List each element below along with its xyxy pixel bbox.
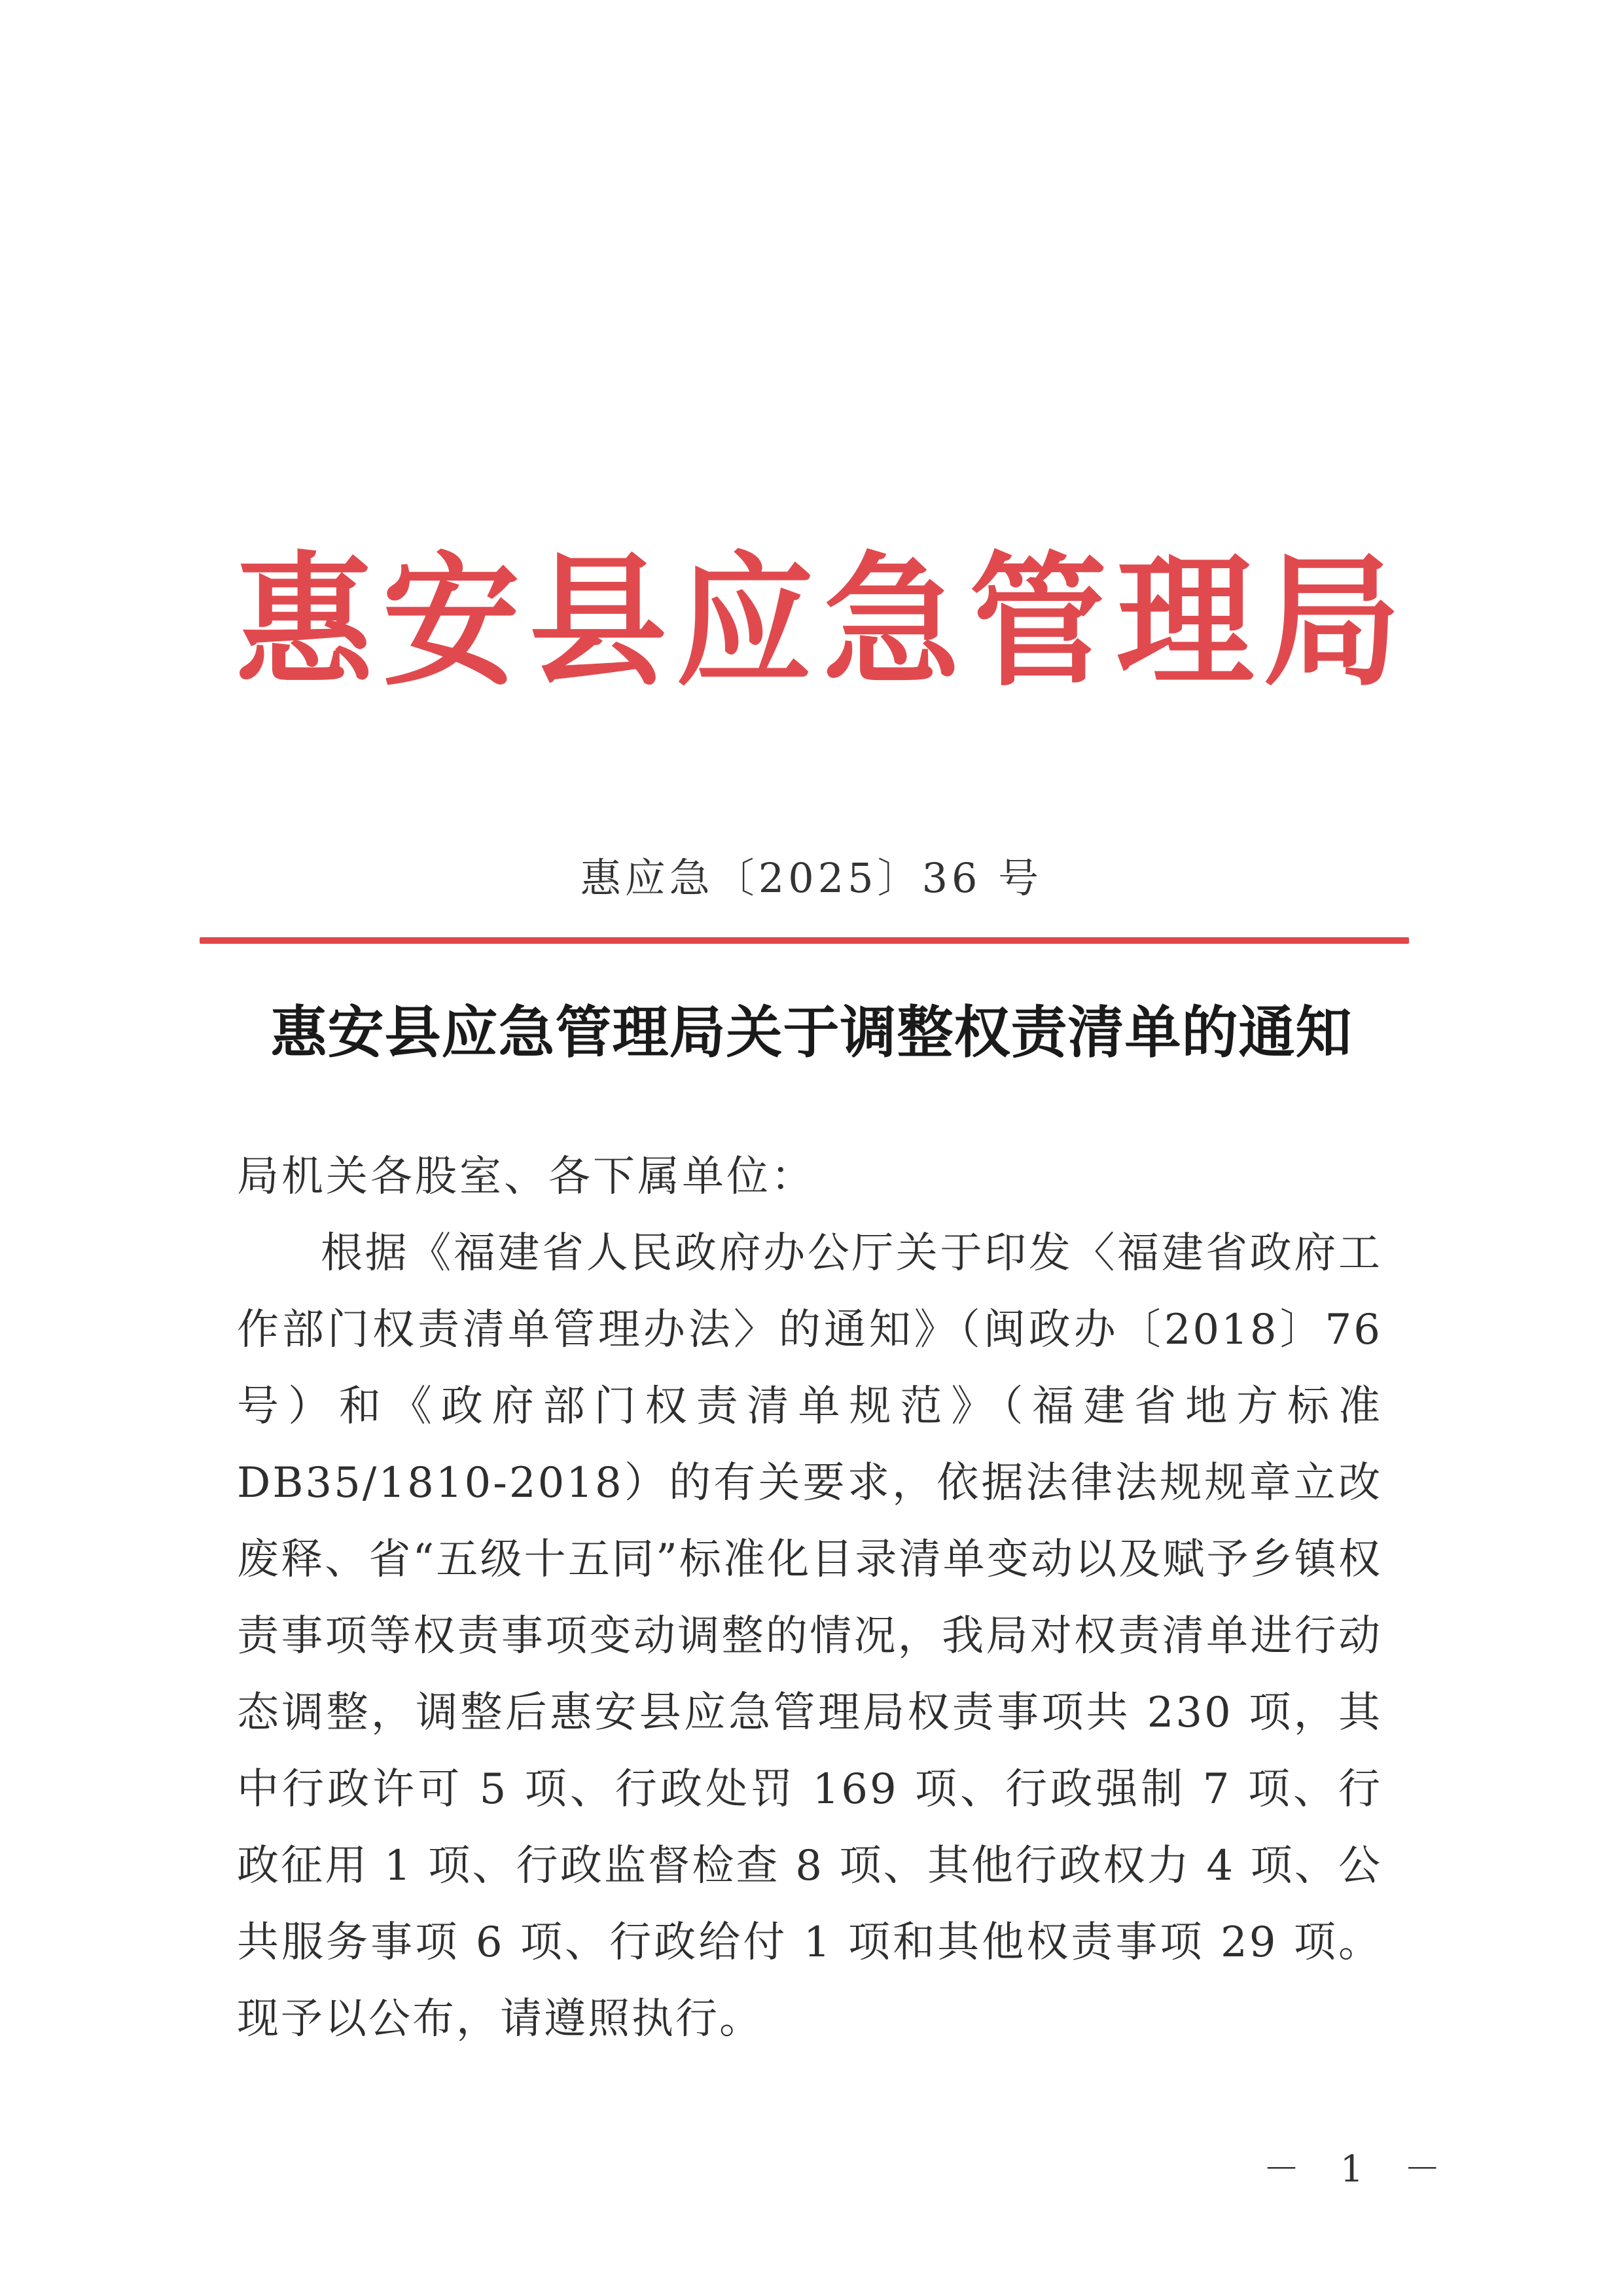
masthead-character: 应 xyxy=(675,537,813,706)
agency-masthead xyxy=(236,524,1400,720)
masthead-character: 惠 xyxy=(236,537,374,706)
document-title: 惠安县应急管理局关于调整权责清单的通知 xyxy=(270,999,1353,1066)
body-paragraph: 根据《福建省人民政府办公厅关于印发〈福建省政府工作部门权责清单管理办法〉的通知》（闽政办〔2018〕76 号）和《政府部门权责清单规范》（福建省地方标准 DB35/1810-2018）的有关要求，依据法律法规规章立改废释、省“五级十五同”标准化目录清单变动以及赋予乡镇权责事项等权责事项变动调整的情况，我局对权责清单进行动态调整，调整后惠安县应急管理局权责事项共 230 项，其中行政许可 5 项、行政处罚 169 项、行政强制 7 项、行政征用 1 项、行政监督检查 8 项、其他行政权力 4 项、公共服务事项 6 项、行政给付 1 项和其他权责事项 29 项。现予以公布，请遵照执行。 xyxy=(237,1229,1382,2043)
document-number: 惠应急〔2025〕36 号 xyxy=(580,854,1043,902)
red-divider-line xyxy=(200,937,1409,944)
masthead-character: 急 xyxy=(823,537,961,706)
page-number: － 1 － xyxy=(1263,2148,1455,2191)
masthead-character: 安 xyxy=(382,537,520,706)
masthead-character: 县 xyxy=(529,537,667,706)
masthead-character: 管 xyxy=(969,537,1107,706)
salutation: 局机关各股室、各下属单位： xyxy=(237,1153,815,1201)
masthead-character: 局 xyxy=(1262,537,1400,706)
masthead-character: 理 xyxy=(1116,537,1254,706)
document-body xyxy=(237,1139,1382,2058)
